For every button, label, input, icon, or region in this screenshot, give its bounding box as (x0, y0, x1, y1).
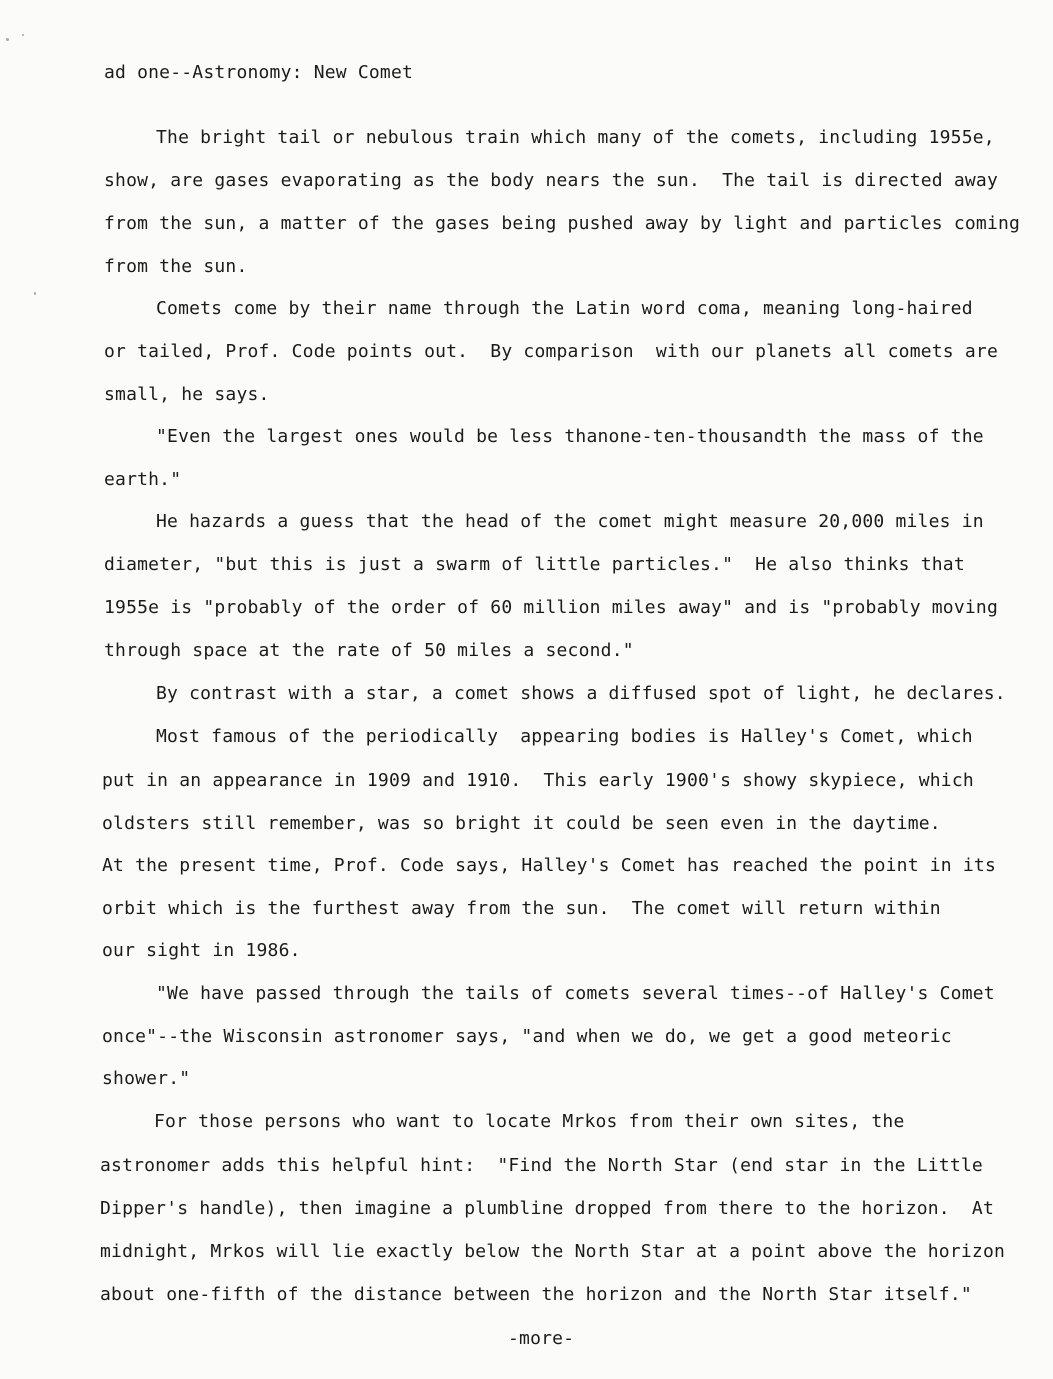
body-line: "Even the largest ones would be less thanone-ten-thousandth the mass of the (156, 426, 984, 447)
slug-line: ad one--Astronomy: New Comet (104, 62, 414, 83)
body-line: from the sun, a matter of the gases being pushed away by light and particles coming (104, 213, 1021, 234)
more-marker: -more- (508, 1328, 575, 1349)
body-line: shower." (102, 1068, 191, 1089)
body-line: our sight in 1986. (102, 940, 301, 961)
body-line: 1955e is "probably of the order of 60 million miles away" and is "probably moving (104, 597, 998, 618)
body-line: midnight, Mrkos will lie exactly below the North Star at a point above the horizon (100, 1241, 1006, 1262)
body-line: oldsters still remember, was so bright it could be seen even in the daytime. (102, 813, 941, 834)
body-line: through space at the rate of 50 miles a second." (104, 640, 634, 661)
body-line: He hazards a guess that the head of the comet might measure 20,000 miles in (156, 511, 984, 532)
body-line: show, are gases evaporating as the body nears the sun. The tail is directed away (104, 170, 998, 191)
body-line: At the present time, Prof. Code says, Halley's Comet has reached the point in its (102, 855, 996, 876)
body-line: earth." (104, 469, 182, 490)
body-line: astronomer adds this helpful hint: "Find the North Star (end star in the Little (100, 1155, 983, 1176)
body-line: "We have passed through the tails of comets several times--of Halley's Comet (156, 983, 995, 1004)
body-line: once"--the Wisconsin astronomer says, "and when we do, we get a good meteoric (102, 1026, 952, 1047)
body-line: small, he says. (104, 384, 270, 405)
body-line: By contrast with a star, a comet shows a diffused spot of light, he declares. (156, 683, 1006, 704)
paper-speck (22, 34, 24, 36)
body-line: Most famous of the periodically appearing bodies is Halley's Comet, which (156, 726, 973, 747)
body-line: about one-fifth of the distance between the horizon and the North Star itself." (100, 1284, 972, 1305)
body-line: orbit which is the furthest away from the sun. The comet will return within (102, 898, 941, 919)
body-line: For those persons who want to locate Mrkos from their own sites, the (154, 1111, 905, 1132)
paper-speck (34, 292, 36, 295)
body-line: or tailed, Prof. Code points out. By comparison with our planets all comets are (104, 341, 998, 362)
body-line: from the sun. (104, 256, 248, 277)
body-line: Dipper's handle), then imagine a plumbline dropped from there to the horizon. At (100, 1198, 994, 1219)
body-line: Comets come by their name through the Latin word coma, meaning long-haired (156, 298, 973, 319)
body-line: diameter, "but this is just a swarm of little particles." He also thinks that (104, 554, 965, 575)
body-line: The bright tail or nebulous train which many of the comets, including 1955e, (156, 127, 995, 148)
body-line: put in an appearance in 1909 and 1910. This early 1900's showy skypiece, which (102, 770, 974, 791)
paper-speck (6, 38, 9, 41)
